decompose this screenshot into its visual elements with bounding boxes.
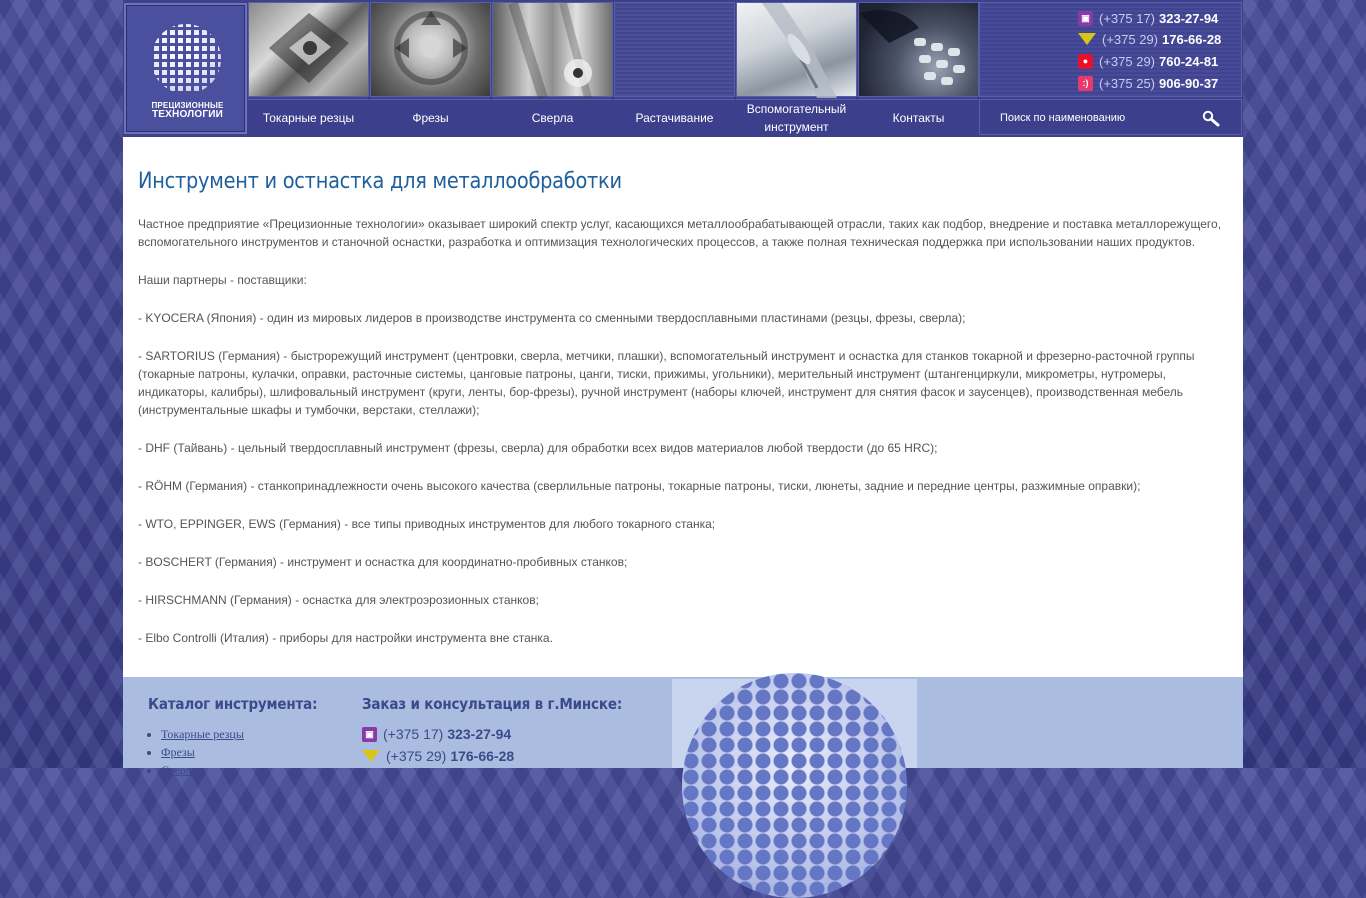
nav-label-contacts[interactable]: Контакты: [858, 99, 979, 135]
drills-image[interactable]: [492, 2, 613, 97]
footer: [123, 677, 1243, 777]
nav-item-contacts[interactable]: [858, 2, 979, 135]
life-icon: :): [1078, 76, 1093, 91]
phone-code: (+375 29): [1099, 53, 1156, 69]
nav-item-boring[interactable]: [614, 2, 735, 135]
velcom-icon: ▣: [1078, 11, 1093, 26]
logo-text: [132, 101, 243, 119]
footer-globe-image: [672, 679, 917, 768]
nav-label-auxiliary-tools[interactable]: Вспомогательный инструмент: [736, 99, 857, 135]
phone-number: 323-27-94: [1159, 10, 1219, 26]
intro-paragraph: Частное предприятие «Прецизионные технологии» оказывает широкий спектр услуг, касающихся металлообрабатывающей отрасли, таких как подбор, внедрение и поставка металлорежущего, вспомогательного инструментов и станочной оснастки, разработка и оптимизация технологических процессов, а также полная техническая поддержка при использовании наших продуктов.: [138, 217, 1222, 249]
page-wrapper: [123, 0, 1243, 777]
catalog-title: Каталог инструмента:: [148, 695, 318, 713]
search-box: [979, 99, 1242, 135]
globe-logo-icon: [151, 24, 221, 94]
search-input[interactable]: [1000, 109, 1200, 127]
turning-tools-image[interactable]: [248, 2, 369, 97]
catalog-link[interactable]: Сверла: [161, 763, 198, 777]
nav-item-auxiliary-tools[interactable]: [736, 2, 857, 135]
phone-code: (+375 17): [1099, 10, 1156, 26]
partner-item: - BOSCHERT (Германия) - инструмент и оснастка для координатно-пробивных станков;: [138, 555, 628, 569]
page-title: Инструмент и остнастка для металлообработки: [138, 169, 622, 194]
partner-item: - KYOCERA (Япония) - один из мировых лидеров в производстве инструмента со сменными твердосплавными пластинами (резцы, фрезы, сверла);: [138, 311, 966, 325]
phone-number: 323-27-94: [447, 726, 512, 742]
logo-line-1: ПРЕЦИЗИОННЫЕ: [151, 101, 224, 110]
auxiliary-tools-image[interactable]: [736, 2, 857, 97]
footer-phone-1[interactable]: [362, 724, 511, 744]
partners-heading: Наши партнеры - поставщики:: [138, 273, 307, 287]
beltelecom-icon: [1078, 33, 1096, 45]
header-phone-3[interactable]: [1078, 51, 1218, 71]
catalog-list-item: [161, 743, 244, 761]
boring-image[interactable]: [614, 2, 735, 97]
footer-phone-2[interactable]: [362, 746, 514, 766]
nav-label-drills[interactable]: Сверла: [492, 99, 613, 135]
nav-label-milling-cutters[interactable]: Фрезы: [370, 99, 491, 135]
catalog-link[interactable]: Фрезы: [161, 745, 195, 759]
phone-number: 176-66-28: [450, 748, 515, 764]
header-phone-2[interactable]: [1078, 29, 1221, 49]
beltelecom-icon: [362, 750, 380, 762]
search-icon[interactable]: [1202, 110, 1220, 128]
partner-item: - DHF (Тайвань) - цельный твердосплавный инструмент (фрезы, сверла) для обработки всех видов материалов любой твердости (до 65 HRC);: [138, 441, 938, 455]
main-content: [123, 137, 1243, 677]
globe-icon: [682, 673, 907, 898]
catalog-list: [161, 725, 244, 779]
phone-code: (+375 29): [1102, 31, 1159, 47]
header-phone-4[interactable]: [1078, 73, 1218, 93]
phone-number: 906-90-37: [1159, 75, 1219, 91]
phone-number: 760-24-81: [1159, 53, 1219, 69]
header-phone-1[interactable]: [1078, 8, 1218, 28]
nav-label-boring[interactable]: Растачивание: [614, 99, 735, 135]
partner-item: - WTO, EPPINGER, EWS (Германия) - все типы приводных инструментов для любого токарного станка;: [138, 517, 716, 531]
mts-icon: ●: [1078, 54, 1093, 69]
partner-item: - RÖHM (Германия) - станкопринадлежности очень высокого качества (сверлильные патроны, токарные патроны, тиски, люнеты, задние и передние центры, разжимные оправки);: [138, 479, 1141, 493]
nav-label-turning-tools[interactable]: Токарные резцы: [248, 99, 369, 135]
header: [123, 0, 1243, 137]
phone-code: (+375 17): [383, 726, 444, 742]
phone-code: (+375 29): [386, 748, 447, 764]
nav-item-milling-cutters[interactable]: [370, 2, 491, 135]
partner-item: - Elbo Controlli (Италия) - приборы для настройки инструмента вне станка.: [138, 631, 553, 645]
phone-number: 176-66-28: [1162, 31, 1222, 47]
nav-item-drills[interactable]: [492, 2, 613, 135]
logo[interactable]: [124, 3, 247, 134]
logo-line-2: ТЕХНОЛОГИИ: [151, 109, 224, 120]
catalog-link[interactable]: Токарные резцы: [161, 727, 244, 741]
milling-cutters-image[interactable]: [370, 2, 491, 97]
partner-item: - HIRSCHMANN (Германия) - оснастка для электроэрозионных станков;: [138, 593, 539, 607]
catalog-list-item: [161, 725, 244, 743]
phone-image[interactable]: [858, 2, 979, 97]
velcom-icon: ▣: [362, 727, 377, 742]
catalog-list-item: [161, 761, 244, 779]
nav-item-turning-tools[interactable]: [248, 2, 369, 135]
order-title: Заказ и консультация в г.Минске:: [362, 695, 623, 713]
partner-item: - SARTORIUS (Германия) - быстрорежущий инструмент (центровки, сверла, метчики, плашки), вспомогательный инструмент и оснастка для станков токарной и фрезерно-расточной группы (токарные патроны, кулачки, оправки, расточные системы, цанговые патроны, цанги, тиски, прижимы, угольники), мерительный инструмент (штангенциркули, микрометры, нутромеры, индикаторы, калибры), шлифовальный инструмент (круги, ленты, бор-фрезы), ручной инструмент (наборы ключей, инструмент для снятия фасок и заусенцев), производственная мебель (инструментальные шкафы и тумбочки, верстаки, стеллажи);: [138, 349, 1195, 417]
phone-code: (+375 25): [1099, 75, 1156, 91]
header-phones: [979, 2, 1242, 97]
